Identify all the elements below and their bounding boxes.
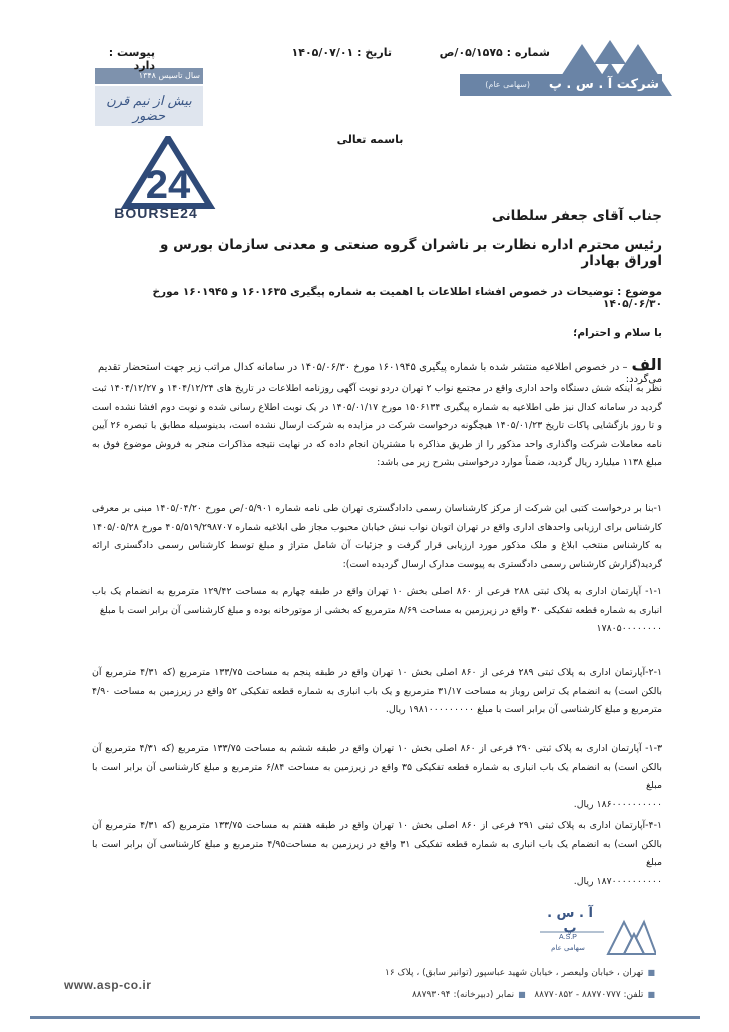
letter-number bbox=[400, 46, 550, 59]
footer-address bbox=[330, 968, 655, 978]
paragraph-1-3-text: ۱-۳- آپارتمان اداری به پلاک ثبتی ۲۹۰ فرعی از ۸۶۰ اصلی بخش ۱۰ تهران واقع در طبقه ششم به مساحت ۱۳۳/۷۵ مترمربع (که ۴/۳۱ مترمربع آن بالکن است) به انضمام یک باب انباری به شماره قطعه تفکیکی ۳۵ واقع در زیرزمین به مساحت ۶/۸۴ مترمربع و مبلغ کارشناسی آن برابر است با مبلغ bbox=[92, 743, 662, 792]
stamp-abbreviation: A.S.P bbox=[559, 934, 577, 941]
bullet-icon: ■ bbox=[647, 968, 655, 977]
paragraph-1-4-amount: ۱۸۷۰۰۰۰۰۰۰۰۰۰ ریال. bbox=[573, 875, 662, 887]
letter-date-label: تاریخ : bbox=[357, 46, 392, 59]
subject-line: موضوع : توضیحات در خصوص افشاء اطلاعات با اهمیت به شماره پیگیری ۱۶۰۱۶۳۵ و ۱۶۰۱۹۴۵ مورخ ۱۴۰۵/۰۶/۳۰ bbox=[152, 286, 662, 310]
letter-date bbox=[252, 46, 392, 59]
company-type: (سهامی عام) bbox=[485, 80, 530, 89]
paragraph-1: ۱-بنا بر درخواست کتبی این شرکت از مرکز کارشناسان رسمی دادادگستری تهران طی نامه شماره ۰۵/۹۰۱/ص مورخ ۱۴۰۵/۰۴/۲۰ مبنی بر معرفی کارشناس برای ارزیابی واحدهای اداری واقع در تهران اتوبان نواب نبش خیابان محبوب مجاز طی ابلاغیه شماره ۴۰۵/۵۱۹/۲۹۸۷۰۷ مورخ ۱۴۰۵/۰۵/۲۸ به کارشناس منتخب ابلاغ و ملک مذکور مورد ارزیابی قرار گرفت و جزئیات آن شامل متراژ و مبلغ توسط کارشناس رسمی دادگستری ارائه گردید(گزارش کارشناس رسمی دادگستری به پیوست مدارک ارسال گردیده است): bbox=[92, 503, 662, 570]
letter-number-label: شماره : bbox=[506, 46, 550, 59]
footer-phone: تلفن: ۸۸۷۷۰۷۷۷ - ۸۸۷۷۰۸۵۲ bbox=[534, 990, 644, 1000]
founded-year: سال تاسیس ۱۳۴۸ bbox=[138, 71, 200, 80]
bismillah: باسمه تعالی bbox=[336, 133, 404, 146]
svg-text:24: 24 bbox=[145, 163, 191, 207]
letter-number-value: ۰۵/۱۵۷۵/ص bbox=[439, 46, 503, 59]
company-name: شرکت آ . س . پ bbox=[548, 77, 659, 92]
intro-paragraph: نظر به اینکه شش دستگاه واحد اداری واقع در مجتمع نواب ۲ تهران دردو نوبت آگهی روزنامه اطلاعات در تاریخ های ۱۴۰۴/۱۲/۲۴ و ۱۴۰۴/۱۲/۲۷ ثبت گردید در سامانه کدال نیز طی اطلاعیه به شماره پیگیری ۱۵۰۶۱۳۴ مورخ ۱۴۰۵/۰۱/۱۷ در یک نوبت اطلاع رسانی شده و نوبت دوم افشا نشده است و تا روز بازگشایی پاکات تاریخ ۱۴۰۵/۰۱/۲۳ هیچگونه درخواست شرکت در مزایده به شرکت ارسال نشده است، بدینوسیله مطابق با تبصره ۲۶ آیین نامه معاملات شرکت واگذاری واحد مذکور را از طریق مذاکره با مشتریان انجام داده که در نهایت نتیجه مذاکرات منجر به فروش موضوع فوق به مبلغ ۱۱۳۸ میلیارد ریال گردید، ضمناً موارد درخواستی بشرح زیر می باشد: bbox=[92, 383, 663, 469]
footer-address-text: تهران ، خیابان ولیعصر ، خیابان شهید عباسپور (توانیر سابق) ، پلاک ۱۶ bbox=[385, 968, 644, 978]
footer-fax: نمابر (دبیرخانه): ۸۸۷۹۳۰۹۴ bbox=[411, 990, 515, 1000]
paragraph-1-3 bbox=[92, 740, 662, 814]
paragraph-1-1 bbox=[92, 583, 662, 639]
paragraph-1-3-amount: ۱۸۶۰۰۰۰۰۰۰۰۰۰ ریال. bbox=[573, 798, 662, 810]
website-link[interactable]: www.asp-co.ir bbox=[64, 978, 152, 992]
addressee-name: جناب آقای جعفر سلطانی bbox=[491, 208, 662, 224]
paragraph-1-4-text: ۴-۱-آپارتمان اداری به پلاک ثبتی ۲۹۱ فرعی از ۸۶۰ اصلی بخش ۱۰ تهران واقع در طبقه هفتم به مساحت ۱۳۳/۷۵ مترمربع (که ۴/۳۱ مترمربع آن بالکن است) به انضمام یک باب انباری به شماره قطعه تفکیکی ۳۱ واقع در زیرزمین به مساحت۴/۹۵ مترمربع و مبلغ کارشناسی آن برابر است با مبلغ bbox=[92, 820, 663, 869]
bullet-icon: ■ bbox=[518, 990, 526, 999]
watermark-text: BOURSE24 bbox=[114, 205, 198, 221]
paragraph-1-1-amount: ۱۷۸۰۵۰۰۰۰۰۰۰۰ bbox=[596, 623, 662, 635]
slogan: بیش از نیم قرن حضور bbox=[106, 94, 192, 124]
greeting: با سلام و احترام؛ bbox=[573, 327, 662, 339]
footer-contacts bbox=[330, 990, 655, 1000]
section-letter: الف bbox=[631, 355, 662, 374]
footer-rule bbox=[30, 1016, 700, 1019]
attachment-status: پیوست : دارد bbox=[108, 46, 155, 72]
paragraph-1-2: ۲-۱-آپارتمان اداری به پلاک ثبتی ۲۸۹ فرعی از ۸۶۰ اصلی بخش ۱۰ تهران واقع در طبقه پنجم به مساحت ۱۳۳/۷۵ مترمربع (که ۴/۳۱ مترمربع آن بالکن است) به انضمام یک تراس روباز به مساحت ۳۱/۱۷ مترمربع و یک باب انباری به شماره قطعه تفکیکی ۵۲ واقع در زیرزمین به مساحت ۴/۹۰ مترمربع و مبلغ کارشناسی آن برابر است با مبلغ ۱۹۸۱۰۰۰۰۰۰۰۰۰ ریال. bbox=[92, 667, 662, 716]
bullet-icon: ■ bbox=[647, 990, 655, 999]
paragraph-1-4 bbox=[92, 817, 662, 891]
stamp-company-type: سهامی عام bbox=[551, 944, 585, 952]
section-heading-text: – در خصوص اطلاعیه منتشر شده با شماره پیگیری ۱۶۰۱۹۴۵ مورخ ۱۴۰۵/۰۶/۳۰ در سامانه کدال مراتب زیر جهت استحضار تقدیم می‌گردد: bbox=[97, 362, 662, 385]
stamp-company-name: آ . س . پ bbox=[547, 906, 593, 936]
paragraph-1-1-text: ۱-۱- آپارتمان اداری به پلاک ثبتی ۲۸۸ فرعی از ۸۶۰ اصلی بخش ۱۰ تهران واقع در طبقه چهارم به مساحت ۱۲۹/۴۲ مترمربع به انضمام یک باب انباری به شماره قطعه تفکیکی ۳۰ واقع در زیرزمین به مساحت ۸/۶۹ مترمربع که بخشی از موتورخانه بوده و مبلغ کارشناسی آن برابر است با مبلغ bbox=[92, 586, 662, 616]
letter-date-value: ۱۴۰۵/۰۷/۰۱ bbox=[291, 46, 354, 59]
addressee-title: رئیس محترم اداره نظارت بر ناشران گروه صنعتی و معدنی سازمان بورس و اوراق بهادار bbox=[160, 237, 662, 269]
